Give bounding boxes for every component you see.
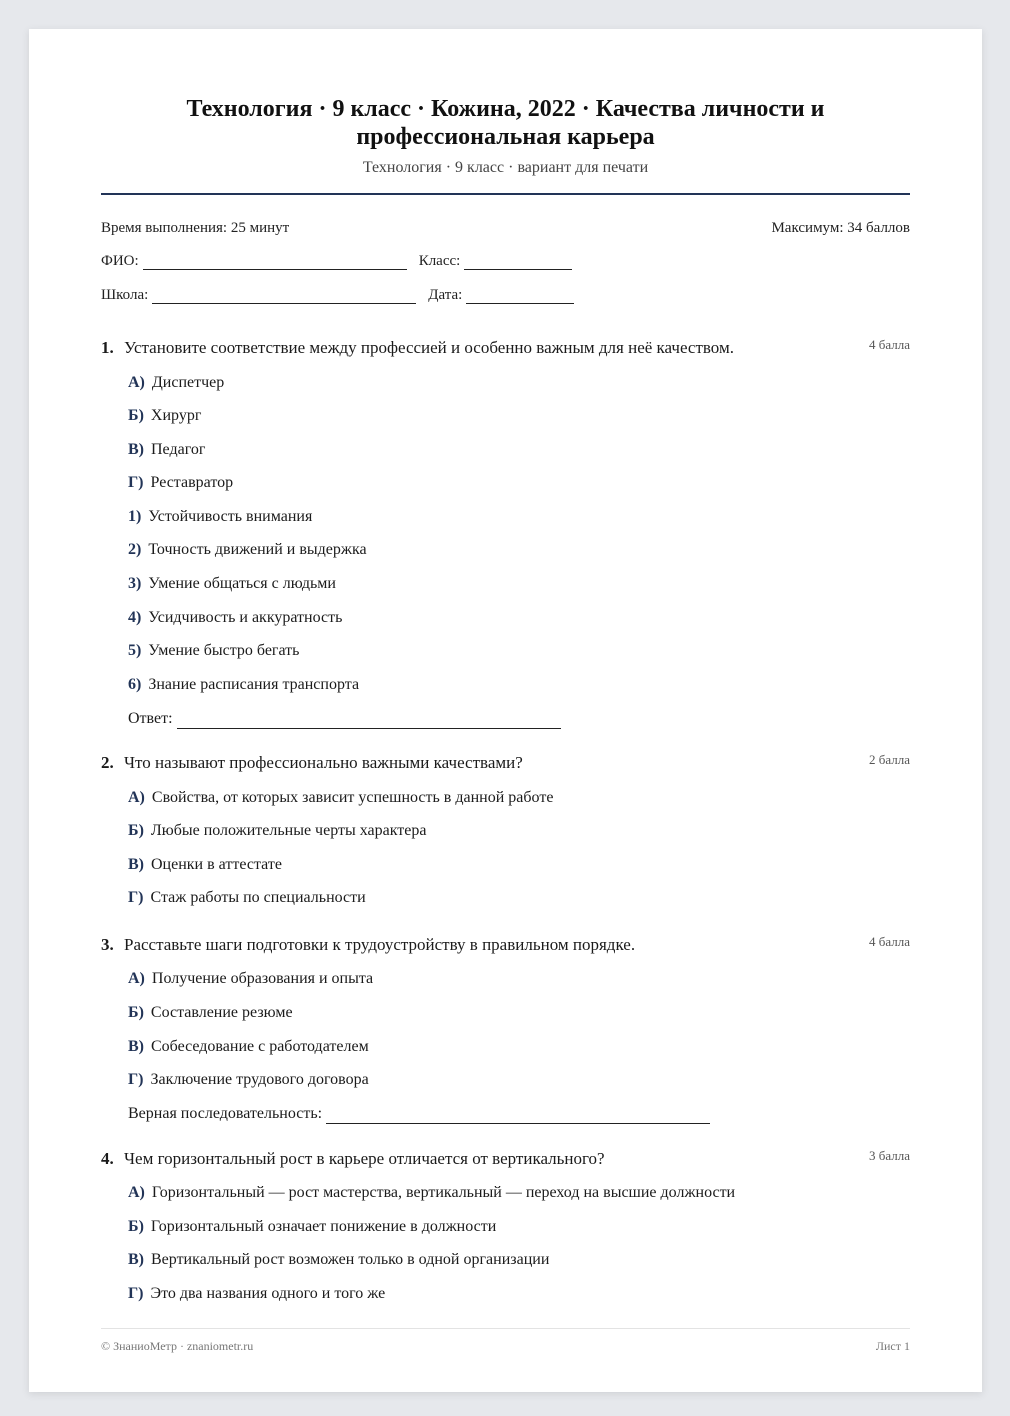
meta-time-row xyxy=(101,220,910,237)
option[interactable] xyxy=(128,1003,293,1023)
option-label: А) xyxy=(128,970,145,987)
fio-label: ФИО: xyxy=(101,253,139,269)
option-label: А) xyxy=(128,374,145,391)
meta-school-row xyxy=(101,287,910,304)
option-label: Б) xyxy=(128,1218,144,1235)
option[interactable] xyxy=(128,675,359,695)
sequence-answer-row xyxy=(128,1104,710,1124)
option[interactable] xyxy=(128,473,233,493)
option[interactable] xyxy=(128,1217,496,1237)
option[interactable] xyxy=(128,888,366,908)
option-text: Точность движений и выдержка xyxy=(148,541,367,558)
meta-fio-row xyxy=(101,253,910,270)
option-text: Заключение трудового договора xyxy=(150,1071,369,1088)
option[interactable] xyxy=(128,1284,385,1304)
option[interactable] xyxy=(128,608,342,628)
page-title: Технология · 9 класс · Кожина, 2022 · Качества личности и профессиональная карьера xyxy=(186,96,825,150)
option-text: Составление резюме xyxy=(150,1004,293,1021)
option-text: Педагог xyxy=(151,441,206,458)
option-text: Горизонтальный означает понижение в должности xyxy=(150,1218,497,1235)
option-text: Любые положительные черты характера xyxy=(150,822,427,839)
option[interactable] xyxy=(128,641,299,661)
option[interactable] xyxy=(128,855,282,875)
page-subtitle: Технология · 9 класс · вариант для печати xyxy=(362,159,649,176)
option[interactable] xyxy=(128,574,336,594)
option-label: Г) xyxy=(128,889,144,906)
question-number: 1. xyxy=(101,338,114,357)
fio-field[interactable] xyxy=(143,255,407,270)
question-1 xyxy=(101,336,910,727)
class-field[interactable] xyxy=(464,255,572,270)
question-text: Установите соответствие между профессией и особенно важным для неё качеством. xyxy=(124,338,734,357)
option[interactable] xyxy=(128,507,312,527)
class-label: Класс: xyxy=(418,253,461,269)
question-number: 3. xyxy=(101,935,114,954)
option[interactable] xyxy=(128,440,205,460)
question-text: Чем горизонтальный рост в карьере отличается от вертикального? xyxy=(124,1149,605,1168)
option-text: Оценки в аттестате xyxy=(151,856,282,873)
question-number: 4. xyxy=(101,1149,114,1168)
option-label: 4) xyxy=(128,609,142,626)
question-text: Что называют профессионально важными качествами? xyxy=(124,753,523,772)
option[interactable] xyxy=(128,969,373,989)
option-text: Горизонтальный — рост мастерства, вертикальный — переход на высшие должности xyxy=(151,1184,736,1201)
option-label: Б) xyxy=(128,822,144,839)
option[interactable] xyxy=(128,1250,549,1270)
option-label: В) xyxy=(128,1038,144,1055)
option[interactable] xyxy=(128,1183,735,1203)
question-number: 2. xyxy=(101,753,114,772)
time-limit: Время выполнения: 25 минут xyxy=(101,220,290,236)
answer-row xyxy=(128,709,561,729)
option-label: Б) xyxy=(128,1004,144,1021)
question-points: 3 балла xyxy=(869,1148,910,1163)
max-score: Максимум: 34 баллов xyxy=(771,220,910,236)
option[interactable] xyxy=(128,821,426,841)
option-text: Устойчивость внимания xyxy=(148,508,313,525)
option[interactable] xyxy=(128,1070,369,1090)
date-label: Дата: xyxy=(428,287,463,303)
option-text: Получение образования и опыта xyxy=(151,970,374,987)
option-text: Собеседование с работодателем xyxy=(151,1038,369,1055)
option-text: Реставратор xyxy=(150,474,234,491)
option-label: А) xyxy=(128,789,145,806)
footer-divider xyxy=(101,1328,910,1329)
option-label: 2) xyxy=(128,541,142,558)
option[interactable] xyxy=(128,1037,369,1057)
question-4 xyxy=(101,1147,910,1302)
footer xyxy=(101,1339,910,1354)
question-4-text-line xyxy=(101,1147,910,1171)
question-points: 4 балла xyxy=(869,337,910,352)
option-text: Диспетчер xyxy=(151,374,225,391)
option[interactable] xyxy=(128,406,201,426)
answer-label: Верная последовательность: xyxy=(128,1105,323,1122)
answer-field[interactable] xyxy=(177,713,561,729)
header xyxy=(101,95,910,178)
question-2 xyxy=(101,751,910,906)
sheet-number: Лист 1 xyxy=(875,1339,910,1353)
option-text: Стаж работы по специальности xyxy=(150,889,366,906)
option-text: Хирург xyxy=(150,407,202,424)
option-label: 5) xyxy=(128,642,142,659)
worksheet-page xyxy=(29,29,982,1392)
option-label: В) xyxy=(128,856,144,873)
option-text: Вертикальный рост возможен только в одной организации xyxy=(151,1251,550,1268)
date-field[interactable] xyxy=(466,289,574,304)
option-text: Знание расписания транспорта xyxy=(148,676,360,693)
option-label: 3) xyxy=(128,575,142,592)
option[interactable] xyxy=(128,540,367,560)
option-text: Усидчивость и аккуратность xyxy=(148,609,343,626)
option[interactable] xyxy=(128,788,553,808)
question-points: 4 балла xyxy=(869,934,910,949)
option-text: Свойства, от которых зависит успешность в данной работе xyxy=(151,789,554,806)
option-label: В) xyxy=(128,1251,144,1268)
option-label: Г) xyxy=(128,474,144,491)
option-text: Это два названия одного и того же xyxy=(150,1285,386,1302)
option-label: 6) xyxy=(128,676,142,693)
option-label: 1) xyxy=(128,508,142,525)
option-text: Умение быстро бегать xyxy=(148,642,300,659)
answer-label: Ответ: xyxy=(128,710,173,727)
option-label: Б) xyxy=(128,407,144,424)
question-3 xyxy=(101,933,910,1122)
option-label: А) xyxy=(128,1184,145,1201)
option-label: Г) xyxy=(128,1285,144,1302)
question-points: 2 балла xyxy=(869,752,910,767)
school-field[interactable] xyxy=(152,289,416,304)
question-2-text-line xyxy=(101,751,910,775)
question-text: Расставьте шаги подготовки к трудоустройству в правильном порядке. xyxy=(124,935,636,954)
question-3-text-line xyxy=(101,933,910,957)
option[interactable] xyxy=(128,373,224,393)
footer-copyright: © ЗнаниоМетр · znaniometr.ru xyxy=(101,1339,254,1353)
option-label: В) xyxy=(128,441,144,458)
option-label: Г) xyxy=(128,1071,144,1088)
school-label: Школа: xyxy=(101,287,149,303)
answer-field[interactable] xyxy=(326,1108,710,1124)
option-text: Умение общаться с людьми xyxy=(148,575,336,592)
question-1-text-line xyxy=(101,336,910,360)
header-divider xyxy=(101,193,910,195)
